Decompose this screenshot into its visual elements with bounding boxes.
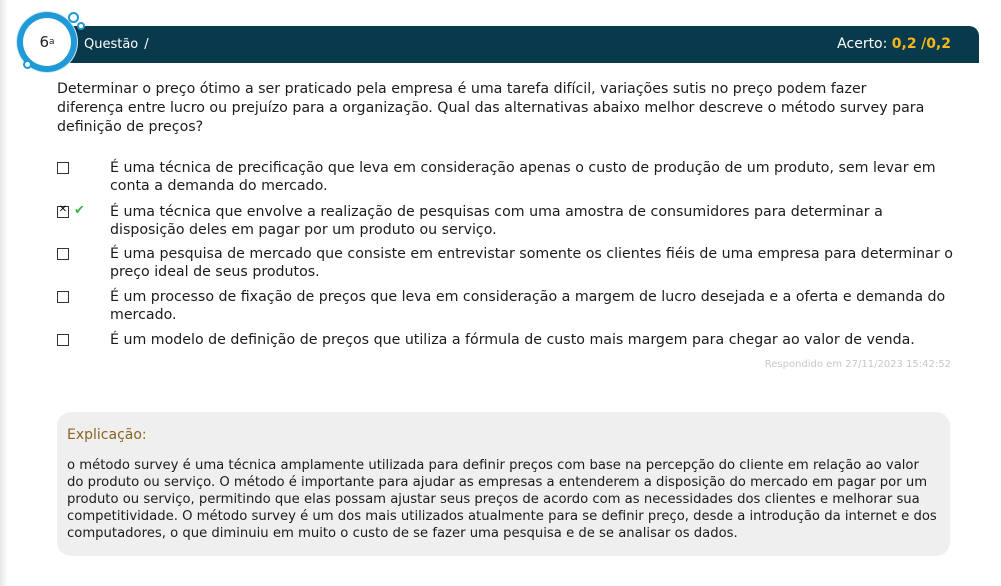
decorative-bubble-icon	[68, 12, 79, 23]
decorative-bubble-icon	[77, 22, 85, 30]
question-number: 6	[39, 33, 50, 51]
explanation-title: Explicação:	[67, 427, 147, 443]
score-display	[837, 36, 951, 52]
score-label: Acerto:	[837, 36, 888, 52]
option-text: É um processo de fixação de preços que leva em consideração a margem de lucro desejada e a oferta e demanda do mercado.	[110, 289, 946, 323]
question-text: Determinar o preço ótimo a ser praticado pela empresa é uma tarefa difícil, variações sutis no preço podem fazer diferença entre lucro ou prejuízo para a organização. Qual das alternativas abaixo melhor descreve o método survey para definição de preços?	[57, 81, 925, 135]
answered-timestamp: Respondido em 27/11/2023 15:42:52	[764, 359, 951, 370]
score-value: 0,2	[891, 36, 917, 52]
checkbox-checked-icon[interactable]	[57, 206, 69, 218]
option-text: É um modelo de definição de preços que utiliza a fórmula de custo mais margem para chegar ao valor de venda.	[110, 332, 915, 348]
check-icon: ✔	[74, 203, 85, 218]
checkbox-icon[interactable]	[57, 162, 69, 174]
question-number-badge	[17, 12, 79, 74]
score-separator: /	[921, 36, 927, 52]
question-header-title	[84, 37, 149, 52]
question-header-separator: /	[144, 37, 149, 52]
question-ordinal: a	[49, 37, 55, 47]
question-label: Questão	[84, 37, 139, 52]
checkbox-icon[interactable]	[57, 248, 69, 260]
decorative-bubble-icon	[23, 60, 32, 69]
option-text: É uma pesquisa de mercado que consiste em entrevistar somente os clientes fiéis de uma empresa para determinar o preço ideal de seus produtos.	[110, 246, 953, 280]
explanation-text: o método survey é uma técnica amplamente utilizada para definir preços com base na percepção do cliente em relação ao valor do produto ou serviço. O método é importante para ajudar as empresas a entenderem a disposição do mercado em pagar por um produto ou serviço, permitindo que elas possam ajustar seus preços de acordo com as necessidades dos clientes e melhorar sua competitividade. O método survey é um dos mais utilizados atualmente para se definir preço, desde a introdução da internet e dos computadores, o que diminuiu em muito o custo de se fazer uma pesquisa e de se analisar os dados.	[67, 458, 937, 541]
question-header-bar	[36, 26, 979, 63]
option-text: É uma técnica que envolve a realização de pesquisas com uma amostra de consumidores para determinar a disposição deles em pagar por um produto ou serviço.	[110, 204, 883, 238]
explanation-box	[57, 412, 950, 556]
score-max: 0,2	[926, 36, 951, 52]
badge-inner	[23, 18, 71, 66]
checkbox-icon[interactable]	[57, 334, 69, 346]
checkbox-icon[interactable]	[57, 291, 69, 303]
left-border-shade	[0, 0, 8, 586]
option-text: É uma técnica de precificação que leva em consideração apenas o custo de produção de um produto, sem levar em conta a demanda do mercado.	[110, 160, 936, 194]
